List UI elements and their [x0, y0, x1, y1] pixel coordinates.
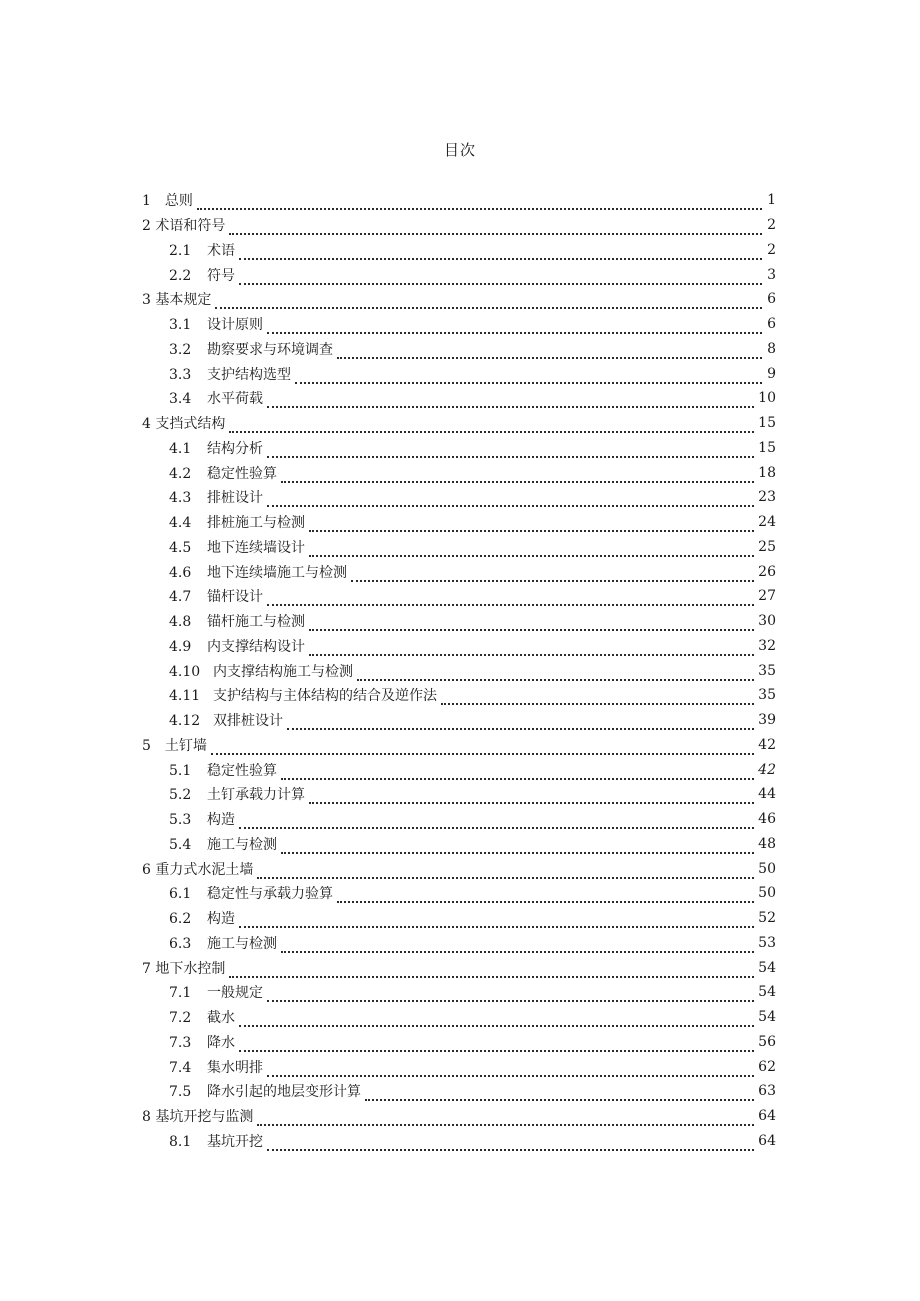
- toc-entry-label: 降水引起的地层变形计算: [207, 1084, 361, 1101]
- toc-section-number: 4.8: [169, 614, 192, 631]
- dot-leader: [211, 741, 754, 755]
- toc-section-entry[interactable]: [0, 337, 920, 362]
- toc-page-number: 50: [758, 860, 776, 877]
- toc-page-number: 8: [767, 340, 776, 357]
- toc-page-number: 35: [758, 687, 776, 704]
- toc-entry-label: 水平荷载: [207, 391, 263, 408]
- dot-leader: [309, 543, 754, 557]
- toc-page-number: 1: [767, 192, 776, 209]
- toc-entry-label: 一般规定: [207, 985, 263, 1002]
- toc-entry-label: 支护结构选型: [207, 366, 291, 383]
- toc-section-number: 4.11: [169, 688, 201, 705]
- toc-page-number: 62: [758, 1058, 776, 1075]
- dot-leader: [309, 518, 754, 532]
- dot-leader: [239, 815, 754, 829]
- toc-page-number: 39: [758, 712, 776, 729]
- toc-entry-label: 基坑开挖: [207, 1133, 263, 1150]
- toc-section-entry[interactable]: [0, 881, 920, 906]
- toc-section-entry[interactable]: [0, 584, 920, 609]
- toc-entry-label: 2 术语和符号: [142, 218, 226, 235]
- dot-leader: [229, 964, 754, 978]
- dot-leader: [287, 716, 754, 730]
- toc-section-entry[interactable]: [0, 386, 920, 411]
- toc-section-entry[interactable]: [0, 1079, 920, 1104]
- toc-section-number: 6.3: [169, 935, 192, 952]
- dot-leader: [239, 271, 762, 285]
- toc-chapter-entry[interactable]: [0, 287, 920, 312]
- toc-entry-title: [169, 1131, 263, 1151]
- dot-leader: [257, 1112, 754, 1126]
- dot-leader: [267, 1137, 754, 1151]
- toc-page-number: 53: [758, 934, 776, 951]
- toc-entry-title: [169, 463, 277, 483]
- dot-leader: [267, 1063, 754, 1077]
- toc-section-number: 6.1: [169, 886, 192, 903]
- toc-entry-label: 稳定性验算: [207, 465, 277, 482]
- toc-entry-title: [169, 908, 235, 928]
- toc-section-entry[interactable]: [0, 238, 920, 263]
- toc-entry-title: [169, 661, 353, 681]
- toc-section-entry[interactable]: [0, 931, 920, 956]
- toc-entry-title: [169, 982, 263, 1002]
- toc-section-number: 5.3: [169, 812, 192, 829]
- page-title: 目次: [443, 141, 476, 159]
- toc-section-number: 4.6: [169, 564, 192, 581]
- toc-page-number: 18: [758, 464, 776, 481]
- toc-section-number: 4.12: [169, 713, 201, 730]
- toc-section-number: 8.1: [169, 1133, 192, 1150]
- toc-section-number: 5.2: [169, 787, 192, 804]
- toc-section-entry[interactable]: [0, 559, 920, 584]
- toc-entry-title: [142, 215, 225, 235]
- toc-entry-label: 施工与检测: [207, 836, 277, 853]
- toc-entry-label: 地下连续墙施工与检测: [207, 564, 347, 581]
- toc-page-number: 35: [758, 662, 776, 679]
- toc-entry-label: 双排桩设计: [213, 713, 283, 730]
- toc-entry-label: 降水: [207, 1034, 235, 1051]
- toc-page-number: 25: [758, 538, 776, 555]
- toc-chapter-entry[interactable]: [0, 411, 920, 436]
- toc-section-number: 7.4: [169, 1059, 192, 1076]
- toc-page-number: 27: [758, 588, 776, 605]
- dot-leader: [309, 790, 754, 804]
- dot-leader: [229, 221, 762, 235]
- toc-entry-label: 支护结构与主体结构的结合及逆作法: [213, 688, 437, 705]
- toc-entry-label: 7 地下水控制: [142, 960, 226, 977]
- toc-page-number: 64: [758, 1108, 776, 1125]
- toc-entry-title: [169, 1007, 235, 1027]
- dot-leader: [239, 1013, 754, 1027]
- toc-chapter-entry[interactable]: [0, 213, 920, 238]
- toc-entry-title: [169, 438, 263, 458]
- dot-leader: [365, 1087, 754, 1101]
- dot-leader: [281, 939, 754, 953]
- dot-leader: [197, 196, 762, 210]
- dot-leader: [337, 889, 754, 903]
- toc-section-entry[interactable]: [0, 683, 920, 708]
- toc-entry-title: [169, 388, 263, 408]
- toc-section-entry[interactable]: [0, 262, 920, 287]
- dot-leader: [337, 345, 762, 359]
- toc-section-number: 4.5: [169, 539, 192, 556]
- toc-section-entry[interactable]: [0, 485, 920, 510]
- toc-section-entry[interactable]: [0, 1030, 920, 1055]
- toc-entry-title: [169, 636, 305, 656]
- dot-leader: [267, 320, 762, 334]
- toc-entry-label: 构造: [207, 911, 235, 928]
- toc-entry-label: 设计原则: [207, 317, 263, 334]
- toc-entry-label: 3 基本规定: [142, 292, 212, 309]
- toc-section-number: 3.4: [169, 391, 192, 408]
- toc-entry-title: [169, 760, 277, 780]
- dot-leader: [267, 394, 754, 408]
- toc-entry-label: 内支撑结构设计: [207, 638, 305, 655]
- dot-leader: [351, 568, 754, 582]
- toc-page-number: 15: [758, 439, 776, 456]
- toc-section-number: 7.3: [169, 1034, 192, 1051]
- toc-section-entry[interactable]: [0, 782, 920, 807]
- toc-section-entry[interactable]: [0, 436, 920, 461]
- toc-entry-label: 集水明排: [207, 1059, 263, 1076]
- toc-entry-label: 术语: [207, 242, 235, 259]
- toc-page-number: 64: [758, 1132, 776, 1149]
- toc-page-number: 10: [758, 390, 776, 407]
- toc-entry-title: [169, 784, 305, 804]
- toc-page-number: 46: [758, 811, 776, 828]
- toc-entry-label: 地下连续墙设计: [207, 539, 305, 556]
- toc-page-number: 44: [758, 786, 776, 803]
- dot-leader: [239, 914, 754, 928]
- dot-leader: [215, 295, 762, 309]
- toc-entry-title: [169, 265, 235, 285]
- toc-section-entry[interactable]: [0, 658, 920, 683]
- toc-page-number: 42: [758, 736, 776, 753]
- toc-entry-label: 符号: [207, 267, 235, 284]
- toc-entry-label: 土钉承载力计算: [207, 787, 305, 804]
- toc-page-number: 2: [767, 241, 776, 258]
- toc-entry-label: 稳定性与承载力验算: [207, 886, 333, 903]
- toc-page-number: 54: [758, 984, 776, 1001]
- toc-entry-title: [142, 190, 193, 210]
- toc-entry-title: [169, 562, 347, 582]
- toc-section-entry[interactable]: [0, 510, 920, 535]
- toc-section-number: 5.4: [169, 836, 192, 853]
- toc-page-number: 15: [758, 415, 776, 432]
- toc-entry-title: [169, 586, 263, 606]
- toc-section-entry[interactable]: [0, 1054, 920, 1079]
- toc-section-entry[interactable]: [0, 832, 920, 857]
- toc-section-entry[interactable]: [0, 708, 920, 733]
- toc-page-number: 42: [758, 761, 776, 778]
- toc-page-number: 63: [758, 1083, 776, 1100]
- dot-leader: [257, 865, 754, 879]
- toc-section-number: 4.10: [169, 663, 201, 680]
- dot-leader: [309, 642, 754, 656]
- toc-entry-label: 4 支挡式结构: [142, 416, 226, 433]
- toc-page-number: 9: [767, 365, 776, 382]
- toc-entry-title: [169, 710, 283, 730]
- toc-section-number: 5.1: [169, 762, 192, 779]
- toc-section-entry[interactable]: [0, 980, 920, 1005]
- toc-section-number: 4.4: [169, 515, 192, 532]
- dot-leader: [267, 988, 754, 1002]
- toc-section-number: 4.9: [169, 638, 192, 655]
- toc-section-entry[interactable]: [0, 361, 920, 386]
- toc-entry-title: [169, 611, 305, 631]
- toc-section-number: 2.2: [169, 267, 192, 284]
- toc-entry-title: [169, 314, 263, 334]
- dot-leader: [267, 592, 754, 606]
- toc-entry-title: [142, 735, 207, 755]
- toc-entry-title: [169, 809, 235, 829]
- toc-entry-title: [169, 364, 291, 384]
- toc-section-number: 4.3: [169, 490, 192, 507]
- toc-entry-label: 锚杆设计: [207, 589, 263, 606]
- toc-entry-label: 排桩施工与检测: [207, 515, 305, 532]
- dot-leader: [281, 840, 754, 854]
- toc-page-number: 24: [758, 514, 776, 531]
- toc-page-number: 26: [758, 563, 776, 580]
- toc-section-entry[interactable]: [0, 807, 920, 832]
- toc-section-number: 7.1: [169, 985, 192, 1002]
- toc-entry-title: [169, 933, 277, 953]
- toc-entry-label: 构造: [207, 812, 235, 829]
- toc-page-number: 6: [767, 291, 776, 308]
- toc-chapter-entry[interactable]: [0, 955, 920, 980]
- toc-entry-label: 6 重力式水泥土墙: [142, 861, 254, 878]
- toc-page-number: 50: [758, 885, 776, 902]
- toc-page-number: 3: [767, 266, 776, 283]
- table-of-contents: [0, 188, 920, 1153]
- toc-entry-label: 内支撑结构施工与检测: [213, 663, 353, 680]
- toc-page-number: 32: [758, 637, 776, 654]
- dot-leader: [267, 444, 754, 458]
- dot-leader: [239, 246, 762, 260]
- toc-section-number: 3.3: [169, 366, 192, 383]
- toc-section-number: 7.5: [169, 1084, 192, 1101]
- toc-page-number: 52: [758, 910, 776, 927]
- toc-entry-title: [169, 685, 437, 705]
- toc-section-entry[interactable]: [0, 535, 920, 560]
- toc-entry-title: [169, 834, 277, 854]
- toc-section-number: 4.7: [169, 589, 192, 606]
- toc-page-number: 2: [767, 217, 776, 234]
- toc-entry-label: 截水: [207, 1010, 235, 1027]
- toc-entry-label: 1 总则: [142, 193, 193, 210]
- toc-section-entry[interactable]: [0, 757, 920, 782]
- toc-entry-label: 锚杆施工与检测: [207, 614, 305, 631]
- toc-section-entry[interactable]: [0, 906, 920, 931]
- toc-page-number: 48: [758, 835, 776, 852]
- toc-entry-label: 结构分析: [207, 440, 263, 457]
- toc-entry-title: [142, 289, 211, 309]
- toc-chapter-entry[interactable]: [0, 1104, 920, 1129]
- toc-entry-label: 勘察要求与环境调查: [207, 341, 333, 358]
- toc-chapter-entry[interactable]: [0, 733, 920, 758]
- toc-section-entry[interactable]: [0, 1129, 920, 1154]
- toc-section-number: 7.2: [169, 1010, 192, 1027]
- toc-entry-label: 排桩设计: [207, 490, 263, 507]
- toc-section-number: 4.1: [169, 440, 192, 457]
- toc-section-number: 4.2: [169, 465, 192, 482]
- dot-leader: [281, 766, 754, 780]
- toc-section-number: 3.2: [169, 341, 192, 358]
- toc-entry-label: 施工与检测: [207, 935, 277, 952]
- toc-page-number: 6: [767, 316, 776, 333]
- toc-section-entry[interactable]: [0, 460, 920, 485]
- toc-section-entry[interactable]: [0, 634, 920, 659]
- toc-entry-title: [169, 537, 305, 557]
- dot-leader: [281, 469, 754, 483]
- toc-page-number: 56: [758, 1033, 776, 1050]
- toc-section-number: 6.2: [169, 911, 192, 928]
- toc-entry-label: 稳定性验算: [207, 762, 277, 779]
- toc-page-number: 23: [758, 489, 776, 506]
- dot-leader: [309, 617, 754, 631]
- toc-entry-title: [142, 859, 253, 879]
- toc-entry-title: [169, 339, 333, 359]
- dot-leader: [357, 667, 754, 681]
- toc-entry-title: [142, 1106, 253, 1126]
- toc-section-entry[interactable]: [0, 609, 920, 634]
- dot-leader: [295, 370, 762, 384]
- toc-entry-title: [169, 240, 235, 260]
- toc-chapter-entry[interactable]: [0, 188, 920, 213]
- toc-entry-label: 5 土钉墙: [142, 737, 207, 754]
- dot-leader: [239, 1038, 754, 1052]
- toc-section-number: 2.1: [169, 242, 192, 259]
- toc-chapter-entry[interactable]: [0, 856, 920, 881]
- toc-page-number: 54: [758, 1009, 776, 1026]
- toc-page-number: 54: [758, 959, 776, 976]
- toc-entry-title: [169, 1081, 361, 1101]
- toc-entry-title: [169, 883, 333, 903]
- toc-entry-title: [169, 487, 263, 507]
- toc-page-number: 30: [758, 613, 776, 630]
- toc-entry-title: [169, 1057, 263, 1077]
- toc-section-entry[interactable]: [0, 1005, 920, 1030]
- dot-leader: [267, 493, 754, 507]
- dot-leader: [441, 691, 754, 705]
- toc-section-number: 3.1: [169, 317, 192, 334]
- toc-entry-title: [169, 1032, 235, 1052]
- toc-entry-title: [142, 958, 225, 978]
- dot-leader: [229, 419, 754, 433]
- toc-entry-title: [169, 512, 305, 532]
- toc-entry-title: [142, 413, 225, 433]
- toc-entry-label: 8 基坑开挖与监测: [142, 1109, 254, 1126]
- toc-section-entry[interactable]: [0, 312, 920, 337]
